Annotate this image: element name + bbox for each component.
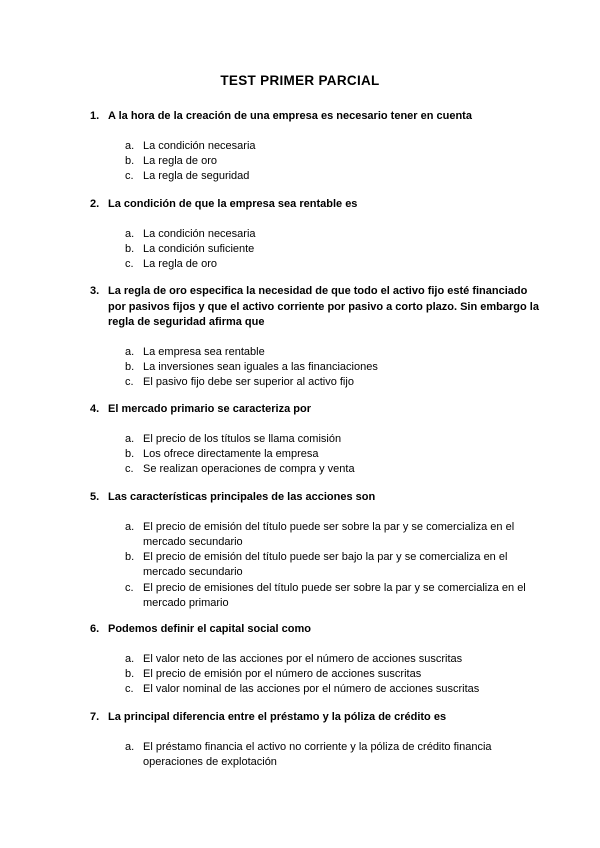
question-text: A la hora de la creación de una empresa es necesario tener en cuenta (108, 110, 472, 122)
option-letter: c. (125, 581, 134, 594)
option-letter: c. (125, 683, 134, 696)
question-number: 4. (90, 403, 100, 415)
option-item (90, 652, 540, 667)
question-text: Podemos definir el capital social como (108, 623, 311, 635)
question-5 (90, 490, 540, 611)
option-item (90, 257, 540, 272)
option-text: El precio de emisión del título puede ser sobre la par y se comercializa en el mercado secundario (143, 520, 515, 548)
question-4 (90, 402, 540, 477)
option-text: El pasivo fijo debe ser superior al activo fijo (143, 376, 354, 389)
option-item (90, 360, 540, 375)
option-letter: b. (125, 667, 135, 680)
question-text: El mercado primario se caracteriza por (108, 403, 311, 415)
option-letter: a. (125, 139, 135, 152)
option-text: El precio de emisiones del título puede ser sobre la par y se comercializa en el mercado primario (143, 581, 526, 609)
question-7 (90, 710, 540, 770)
option-item (90, 447, 540, 462)
option-item (90, 169, 540, 184)
question-number: 1. (90, 110, 100, 122)
question-3 (90, 284, 540, 390)
question-6 (90, 622, 540, 697)
question-number: 2. (90, 198, 100, 210)
option-letter: c. (125, 376, 134, 389)
option-text: El precio de emisión por el número de acciones suscritas (143, 667, 422, 680)
question-2 (90, 197, 540, 272)
option-item (90, 432, 540, 447)
option-item (90, 520, 540, 551)
option-letter: b. (125, 447, 135, 460)
option-letter: a. (125, 227, 135, 240)
option-letter: b. (125, 242, 135, 255)
option-text: La condición necesaria (143, 227, 256, 240)
option-text: La regla de seguridad (143, 170, 250, 183)
question-number: 6. (90, 623, 100, 635)
option-item (90, 740, 540, 771)
page-title: TEST PRIMER PARCIAL (220, 73, 380, 88)
option-item (90, 550, 540, 581)
question-number: 5. (90, 491, 100, 503)
option-letter: a. (125, 520, 135, 533)
option-text: El préstamo financia el activo no corriente y la póliza de crédito financia operaciones de explotación (143, 740, 492, 768)
option-letter: a. (125, 345, 135, 358)
option-item (90, 227, 540, 242)
option-item (90, 154, 540, 169)
option-text: Los ofrece directamente la empresa (143, 447, 319, 460)
option-item (90, 682, 540, 697)
option-item (90, 345, 540, 360)
option-text: El valor nominal de las acciones por el número de acciones suscritas (143, 683, 480, 696)
option-item (90, 375, 540, 390)
option-item (90, 462, 540, 477)
option-text: La regla de oro (143, 154, 217, 167)
option-letter: a. (125, 432, 135, 445)
option-letter: c. (125, 258, 134, 271)
question-text: Las características principales de las acciones son (108, 491, 376, 503)
option-item (90, 667, 540, 682)
option-text: El precio de emisión del título puede ser bajo la par y se comercializa en el mercado secundario (143, 551, 508, 579)
question-number: 7. (90, 711, 100, 723)
option-item (90, 242, 540, 257)
option-letter: b. (125, 154, 135, 167)
option-text: La condición necesaria (143, 139, 256, 152)
option-text: La regla de oro (143, 258, 217, 271)
option-item (90, 581, 540, 612)
question-text: La regla de oro especifica la necesidad de que todo el activo fijo esté financiado por pasivos fijos y que el activo corriente por pasivo a corto plazo. Sin embargo la regla de seguridad afirma que (108, 285, 539, 328)
question-text: La condición de que la empresa sea rentable es (108, 198, 358, 210)
option-letter: c. (125, 463, 134, 476)
question-text: La principal diferencia entre el préstamo y la póliza de crédito es (108, 711, 447, 723)
option-text: Se realizan operaciones de compra y venta (143, 463, 355, 476)
option-text: La inversiones sean iguales a las financiaciones (143, 360, 378, 373)
option-text: El valor neto de las acciones por el número de acciones suscritas (143, 652, 463, 665)
option-text: La condición suficiente (143, 242, 255, 255)
option-text: La empresa sea rentable (143, 345, 265, 358)
question-1 (90, 109, 540, 184)
option-letter: a. (125, 740, 135, 753)
question-number: 3. (90, 285, 100, 297)
option-text: El precio de los títulos se llama comisión (143, 432, 342, 445)
option-letter: c. (125, 170, 134, 183)
option-letter: b. (125, 360, 135, 373)
option-item (90, 139, 540, 154)
option-letter: a. (125, 652, 135, 665)
option-letter: b. (125, 551, 135, 564)
